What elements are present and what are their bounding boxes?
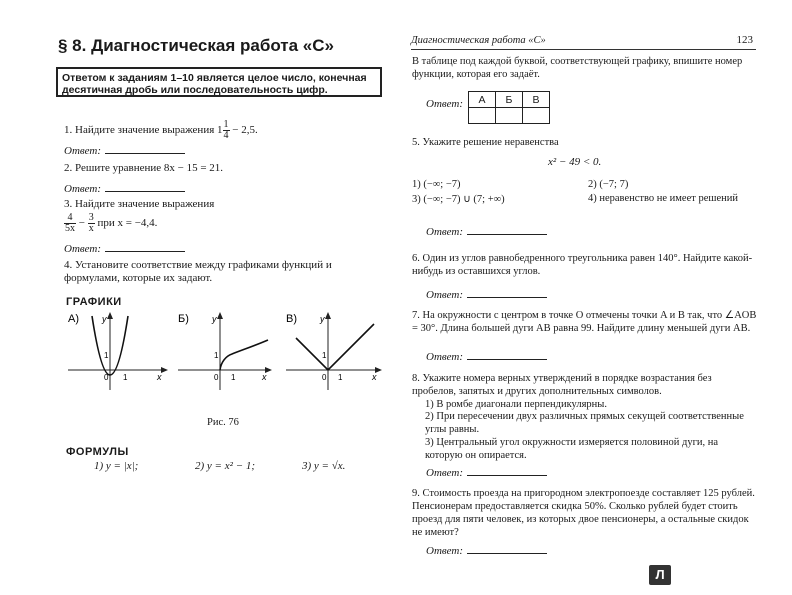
answer-4-table xyxy=(468,91,550,124)
table-intro: В таблице под каждой буквой, соответствующей графику, впишите номер функции, которая его задаёт. xyxy=(412,56,743,80)
answer-label: Ответ: xyxy=(426,226,464,238)
table-letter-b: Б xyxy=(496,92,523,108)
graphs-label: ГРАФИКИ xyxy=(66,296,122,308)
q8-statement-1: 1) В ромбе диагонали перпендикулярны. xyxy=(425,399,607,410)
graph-c-label: В) xyxy=(286,313,297,325)
formula-2: 2) y = x² − 1; xyxy=(195,460,255,472)
running-header xyxy=(411,36,756,50)
answer-8 xyxy=(426,465,547,479)
graph-a-y-arrow xyxy=(107,312,113,319)
table-letter-a: А xyxy=(469,92,496,108)
q5-option-4[interactable]: 4) неравенство не имеет решений xyxy=(588,193,738,204)
answer-5 xyxy=(426,224,547,238)
question-2: 2. Решите уравнение 8x − 15 = 21. xyxy=(64,162,224,174)
table-cell-a[interactable] xyxy=(469,108,496,124)
graph-c-x-label: x xyxy=(372,372,377,382)
answer-8-field[interactable] xyxy=(467,465,547,476)
q3-frac2-den: x xyxy=(88,223,94,234)
answer-2-field[interactable] xyxy=(105,181,185,192)
answer-label: Ответ: xyxy=(64,183,102,195)
answer-3-field[interactable] xyxy=(105,241,185,252)
answer-label: Ответ: xyxy=(64,145,102,157)
graph-b-y-label: y xyxy=(212,314,217,324)
question-7: 7. На окружности с центром в точке O отмечены точки A и B так, что ∠AOB = 30°. Длина большей дуги AB равна 99. Найдите длину меньшей дуги AB. xyxy=(412,310,757,334)
question-1-tail: − 2,5. xyxy=(232,124,258,137)
graph-a-x-arrow xyxy=(161,367,168,373)
answer-4-label: Ответ: xyxy=(426,98,464,110)
graph-a-x-label: x xyxy=(157,372,162,382)
answer-3 xyxy=(64,241,185,255)
graph-b-y-arrow xyxy=(217,312,223,319)
question-5: 5. Укажите решение неравенства xyxy=(412,137,559,148)
q8-statement-2: 2) При пересечении двух различных прямых секущей соответственные углы равны. xyxy=(425,411,744,435)
graph-a xyxy=(64,310,172,392)
q3-minus: − xyxy=(78,217,85,230)
answer-label: Ответ: xyxy=(426,289,464,301)
answer-1 xyxy=(64,143,185,157)
graph-c-y-label: y xyxy=(320,314,325,324)
q3-tail: при x = −4,4. xyxy=(97,217,158,230)
graph-b-zero: 0 xyxy=(214,373,219,382)
question-1-text: 1. Найдите значение выражения 1 xyxy=(64,124,223,137)
table-cell-c[interactable] xyxy=(523,108,550,124)
graph-c-one-y: 1 xyxy=(322,351,327,360)
question-1-den: 4 xyxy=(223,130,229,141)
page-number: 123 xyxy=(736,34,753,46)
question-6: 6. Один из углов равнобедренного треугольника равен 140°. Найдите какой-нибудь из оставшихся углов. xyxy=(412,253,753,277)
graph-c-one-x: 1 xyxy=(338,373,343,382)
answer-9-field[interactable] xyxy=(467,543,547,554)
publisher-logo: Л xyxy=(649,565,671,585)
graph-b-one-y: 1 xyxy=(214,351,219,360)
q5-option-2[interactable]: 2) (−7; 7) xyxy=(588,179,629,190)
graph-a-one-y: 1 xyxy=(104,351,109,360)
answer-label: Ответ: xyxy=(426,351,464,363)
answer-7 xyxy=(426,349,547,363)
formula-1: 1) y = |x|; xyxy=(94,460,139,472)
graph-a-label: А) xyxy=(68,313,79,325)
page-title: § 8. Диагностическая работа «С» xyxy=(58,36,334,55)
graph-b-x-label: x xyxy=(262,372,267,382)
answer-6-field[interactable] xyxy=(467,287,547,298)
instructions-box: Ответом к заданиям 1–10 является целое число, конечная десятичная дробь или последовательность цифр. xyxy=(56,67,382,97)
answer-2 xyxy=(64,181,185,195)
answer-9 xyxy=(426,543,547,557)
graph-c-y-arrow xyxy=(325,312,331,319)
table-cell-b[interactable] xyxy=(496,108,523,124)
q5-option-3[interactable]: 3) (−∞; −7) ∪ (7; +∞) xyxy=(412,194,505,205)
graph-a-y-label: y xyxy=(102,314,107,324)
graph-a-one-x: 1 xyxy=(123,373,128,382)
graph-c-curve xyxy=(296,324,374,370)
answer-label: Ответ: xyxy=(64,243,102,255)
question-3-expression xyxy=(64,213,157,234)
answer-label: Ответ: xyxy=(426,545,464,557)
question-5-inequality: x² − 49 < 0. xyxy=(548,156,602,168)
graph-b-label: Б) xyxy=(178,313,189,325)
graph-c xyxy=(282,310,386,392)
table-letter-c: В xyxy=(523,92,550,108)
question-3: 3. Найдите значение выражения xyxy=(64,198,215,210)
answer-1-field[interactable] xyxy=(105,143,185,154)
q3-frac1-num: 4 xyxy=(64,213,76,224)
answer-7-field[interactable] xyxy=(467,349,547,360)
graph-c-zero: 0 xyxy=(322,373,327,382)
q8-statement-3: 3) Центральный угол окружности измеряется половиной дуги, на которую он опирается. xyxy=(425,437,719,461)
figure-caption: Рис. 76 xyxy=(207,417,239,428)
answer-label: Ответ: xyxy=(426,467,464,479)
running-header-title: Диагностическая работа «С» xyxy=(411,35,546,46)
answer-5-field[interactable] xyxy=(467,224,547,235)
graph-b-one-x: 1 xyxy=(231,373,236,382)
q5-option-1[interactable]: 1) (−∞; −7) xyxy=(412,179,461,190)
q3-frac2-num: 3 xyxy=(88,212,94,223)
graph-b-curve xyxy=(220,340,268,370)
q3-frac1-den: 5x xyxy=(65,223,75,234)
graph-a-zero: 0 xyxy=(104,373,109,382)
answer-6 xyxy=(426,287,547,301)
question-4: 4. Установите соответствие между графиками функций и формулами, которые их задают. xyxy=(64,259,332,284)
question-8: 8. Укажите номера верных утверждений в порядке возрастания без пробелов, запятых и других дополнительных символов. xyxy=(412,373,712,397)
question-9: 9. Стоимость проезда на пригородном электропоезде составляет 125 рублей. Пенсионерам предоставляется скидка 50%. Сколько рублей будет стоить проезд для пяти человек, из которых двое пенсионеры, а остальные скидок не имеют? xyxy=(412,488,755,538)
graph-b xyxy=(174,310,276,392)
formula-3: 3) y = √x. xyxy=(302,460,346,472)
question-1 xyxy=(64,120,258,141)
formulas-label: ФОРМУЛЫ xyxy=(66,446,129,458)
question-1-num: 1 xyxy=(223,119,229,130)
